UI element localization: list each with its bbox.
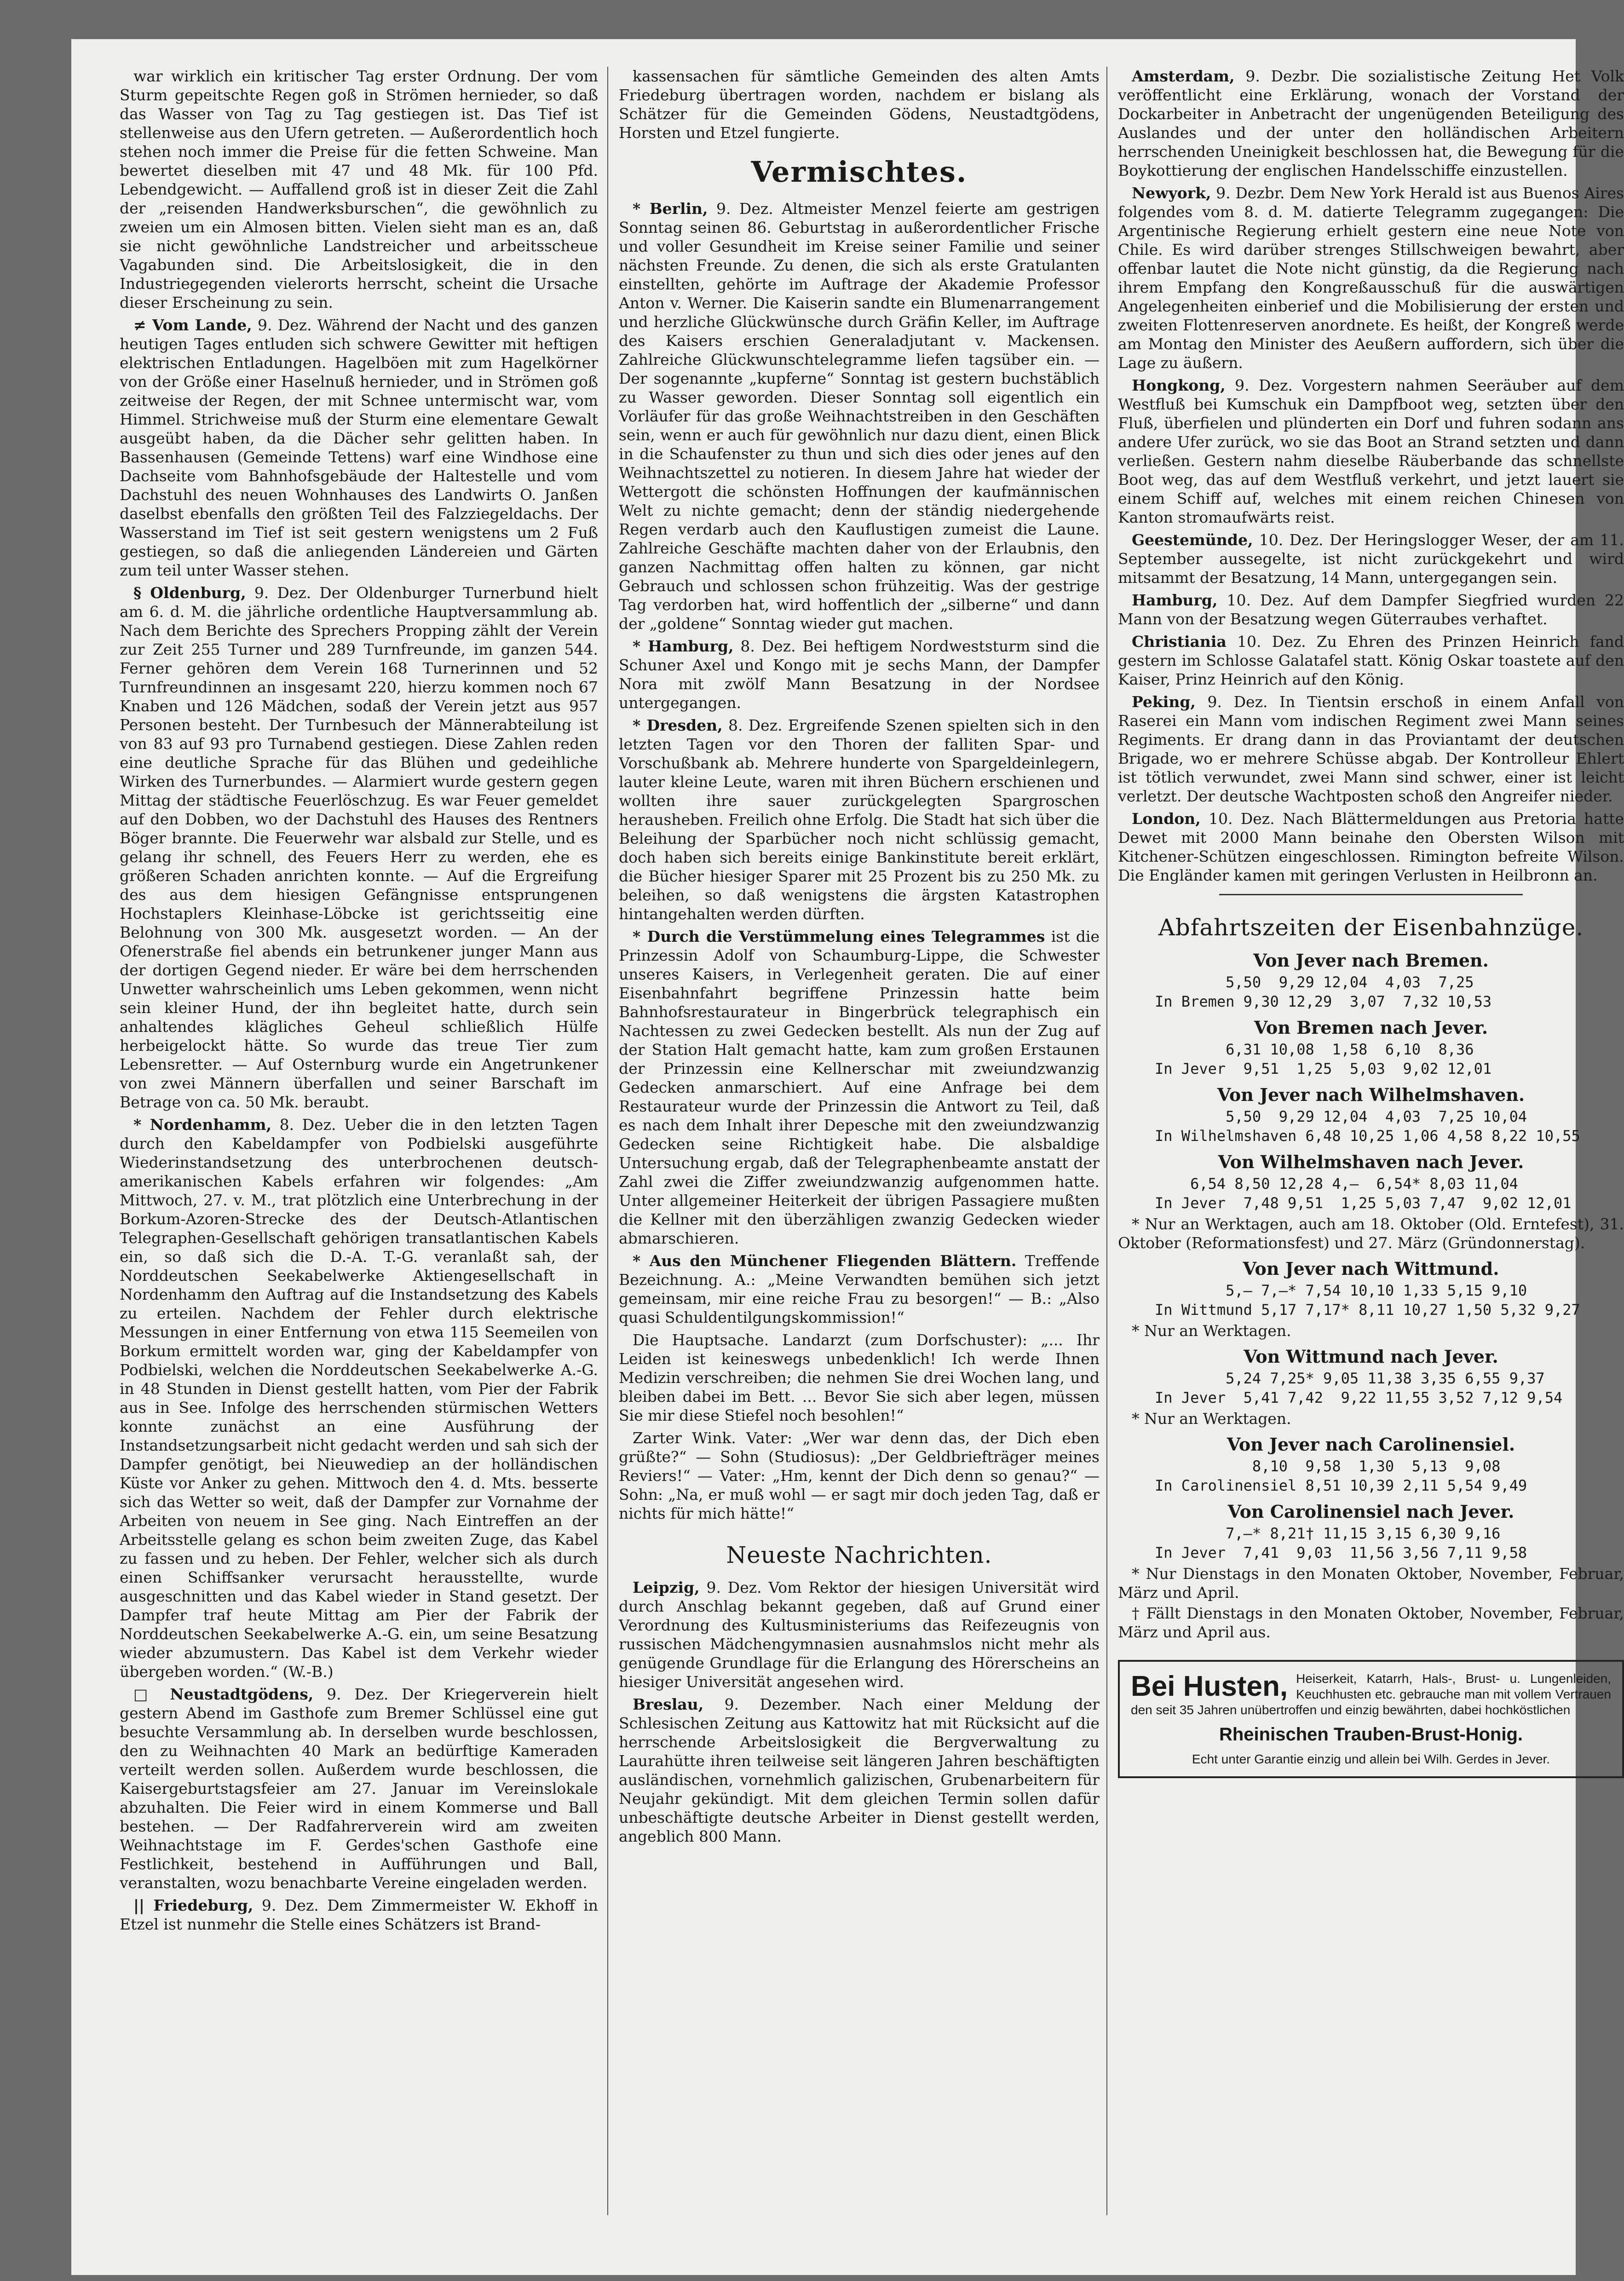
article (619, 927, 1100, 1248)
column-3 (1118, 67, 1624, 1778)
timetable-row: In Bremen 9,30 12,29 3,07 7,32 10,53 (1155, 993, 1492, 1010)
article-text: 8. Dez. Ueber die in den letzten Tagen durch den Kabeldampfer von Podbielski ausgeführte Wiederinstandsetzung des unterbrochenen deutsch-amerikanischen Kabels erfahren wir folgendes: „Am Mittwoch, 27. v. M., trat plötzlich eine Unterbrechung in der Borkum-Azoren-Strecke des der Deutsch-Atlantischen Telegraphen-Gesellschaft gehörigen transatlantischen Kabels ein, so daß sich die D.-A. T.-G. veranlaßt sah, der Norddeutschen Seekabelwerke Aktiengesellschaft in Nordenhamm den Auftrag auf die Instandsetzung des Kabels zu erteilen. Nachdem der Fehler durch elektrische Messungen in einer Entfernung von etwa 115 Seemeilen von Borkum ermittelt worden war, ging der Kabeldampfer von Podbielski, welchen die Norddeutschen Seekabelwerke A.-G. in 48 Stunden in Dienst gestellt hatten, vom Pier der Fabrik aus in See. Infolge des herrschenden stürmischen Wetters konnte zunächst an eine Ausführung der Instandsetzungsarbeit nicht gedacht werden und sah sich der Dampfer genötigt, bei Nieuwediep an der holländischen Küste vor Anker zu gehen. Mittwoch den 4. d. Mts. besserte sich das Wetter so weit, daß der Dampfer zur Vornahme der Arbeiten von neuem in See ging. Nach Eintreffen an der Arbeitsstelle gelang es schon beim zweiten Zuge, das Kabel zu fassen und zu heben. Der Fehler, welcher sich als durch einen Schiffsanker verursacht herausstellte, wurde ausgeschnitten und das Kabel wieder in Stand gesetzt. Der Dampfer traf heute Mittag am Pier der Fabrik der Norddeutschen Seekabelwerke A.-G. ein, um seine Besatzung wieder abzumustern. Das Kabel ist dem Verkehr wieder übergeben worden.“ (W.-B.) (120, 1116, 598, 1681)
column-divider (1106, 67, 1107, 2215)
timetable-note: † Fällt Dienstags in den Monaten Oktober, November, Februar, März und April aus. (1118, 1604, 1624, 1641)
article-dateline: Geestemünde, (1132, 531, 1253, 549)
timetable-route: Von Jever nach Wittmund. (1243, 1258, 1499, 1279)
article (619, 1695, 1100, 1846)
timetable-route: Von Wilhelmshaven nach Jever. (1218, 1152, 1524, 1172)
article (120, 583, 598, 1112)
article (120, 1896, 598, 1934)
article (619, 199, 1100, 633)
article (619, 1429, 1100, 1523)
article (1118, 809, 1624, 885)
article (619, 1251, 1100, 1327)
timetable-route: Von Wittmund nach Jever. (1244, 1346, 1498, 1367)
article-dateline: * Nordenhamm, (133, 1116, 272, 1134)
article (1118, 632, 1624, 689)
timetable-route: Von Jever nach Wilhelmshaven. (1217, 1084, 1525, 1105)
timetable-row: 5,24 7,25* 9,05 11,38 3,35 6,55 9,37 (1155, 1370, 1545, 1387)
timetable-row: 7,—* 8,21† 11,15 3,15 6,30 9,16 (1155, 1525, 1501, 1542)
timetable-route: Von Bremen nach Jever. (1254, 1017, 1488, 1038)
article-dateline: § Oldenburg, (133, 584, 246, 602)
timetable-note: * Nur an Werktagen, auch am 18. Oktober (Old. Erntefest), 31. Oktober (Reformationsfest) und 27. März (Gründonnerstag). (1118, 1215, 1624, 1252)
article-text: Die Hauptsache. Landarzt (zum Dorfschuster): „... Ihr Leiden ist keineswegs unbedenklich! Ich werde Ihnen Medizin verschreiben; die nehmen Sie drei Wochen lang, und bleiben dabei im Bett. ... Bevor Sie sich aber legen, müssen Sie mir diese Stiefel noch besohlen!“ (619, 1331, 1100, 1424)
timetable-route: Von Jever nach Carolinensiel. (1227, 1434, 1515, 1455)
railway-timetable (1118, 950, 1624, 1642)
timetable-row: In Jever 7,48 9,51 1,25 5,03 7,47 9,02 12,01 (1155, 1194, 1572, 1212)
timetable-row: In Wilhelmshaven 6,48 10,25 1,06 4,58 8,22 10,55 (1155, 1127, 1580, 1145)
column-2 (619, 67, 1100, 1849)
article (1118, 692, 1624, 806)
article-text: 9. Dez. In Tientsin erschoß in einem Anfall von Raserei ein Mann vom indischen Regiment zwei Mann seines Regiments. Er drang dann in das Proviantamt der deutschen Brigade, wo er mehrere Schüsse abgab. Der Kontrolleur Ehlert ist tötlich verwundet, zwei Mann sind schwer, einer ist leicht verletzt. Der deutsche Wachtposten schoß den Angreifer nieder. (1118, 693, 1624, 805)
ad-body: Heiserkeit, Katarrh, Hals-, Brust- u. Lungenleiden, Keuchhusten etc. gebrauche man mit vollem Vertrauen den seit 35 Jahren unübertroffen und einzig bewährten, dabei hochköstlichen (1131, 1671, 1611, 1717)
vermischtes-articles (619, 199, 1100, 1523)
article-text: Zarter Wink. Vater: „Wer war denn das, der Dich eben grüßte?“ — Sohn (Studiosus): „Der Geldbriefträger meines Reviers!“ — Vater: „Hm, kennt der Dich denn so genau?“ — Sohn: „Na, er muß wohl — er sagt mir doch jeden Tag, daß er nichts für mich hätte!“ (619, 1429, 1100, 1522)
article-dateline: Leipzig, (633, 1578, 700, 1596)
article-dateline: London, (1132, 810, 1201, 828)
article-continuation: kassensachen für sämtliche Gemeinden des alten Amts Friedeburg übertragen worden, nachdem er bislang als Schätzer für die Gemeinden Gödens, Neustadtgödens, Horsten und Etzel fungierte. (619, 67, 1100, 142)
article (1118, 376, 1624, 527)
advertisement (1118, 1660, 1624, 1778)
article (1118, 184, 1624, 372)
news-articles (1118, 67, 1624, 885)
timetable-title: Abfahrtszeiten der Eisenbahnzüge. (1158, 914, 1584, 941)
article (619, 637, 1100, 712)
article-text: 9. Dez. Dem Zimmermeister W. Ekhoff in Etzel ist nunmehr die Stelle eines Schätzers ist Brand- (120, 1896, 598, 1933)
article-text: 10. Dez. Nach Blättermeldungen aus Pretoria hatte Dewet mit 2000 Mann beinahe den Obersten Wilson mit Kitchener-Schützen eingeschlossen. Rimington befreite Wilson. Die Engländer kamen mit geringen Verlusten in Heilbronn an. (1118, 810, 1624, 884)
timetable-row: In Carolinensiel 8,51 10,39 2,11 5,54 9,49 (1155, 1477, 1527, 1494)
timetable-row: 8,10 9,58 1,30 5,13 9,08 (1155, 1457, 1501, 1475)
article-dateline: Peking, (1132, 693, 1196, 711)
timetable-row: 6,31 10,08 1,58 6,10 8,36 (1155, 1041, 1474, 1058)
article-text: 8. Dez. Ergreifende Szenen spielten sich in den letzten Tagen vor den Thoren der falliten Spar- und Vorschußbank ab. Mehrere hunderte von Spargeldeinlegern, lauter kleine Leute, waren mit ihren Büchern erschienen und wollten ihre sauer zurückgelegten Spargroschen herausheben. Freilich ohne Erfolg. Die Stadt hat sich über die Beleihung der Sparbücher noch nicht schlüssig gemacht, doch haben sich bereits einige Bankinstitute bereit erklärt, die Bücher hiesiger Sparer mit 25 Prozent bis zu 250 Mk. zu beleihen, so daß wenigstens die ärgsten Katastrophen hintangehalten werden dürften. (619, 716, 1100, 923)
article-dateline: * Aus den Münchener Fliegenden Blättern. (633, 1252, 1017, 1270)
article-text: 10. Dez. Auf dem Dampfer Siegfried wurden 22 Mann von der Besatzung wegen Güterraubes verhaftet. (1118, 591, 1624, 628)
timetable-note: * Nur Dienstags in den Monaten Oktober, November, Februar, März und April. (1118, 1565, 1624, 1601)
article-dateline: * Hamburg, (633, 637, 734, 655)
article (1118, 67, 1624, 180)
article-text: 9. Dezbr. Dem New York Herald ist aus Buenos Aires folgendes vom 8. d. M. datierte Telegramm zugegangen: Die Argentinische Regierung erhielt gestern eine neue Note von Chile. Es wird darüber strenges Stillschweigen bewahrt, aber offenbar lautet die Note nicht günstig, da die Regierung nach ihrem Empfang den Kongreßausschuß für die auswärtigen Angelegenheiten einberief und die Mobilisierung der ersten und zweiten Flottenreserven anordnete. Es heißt, der Kongreß werde am Montag den Minister des Aeußern auffordern, sich über die Lage zu äußern. (1118, 184, 1624, 372)
article-dateline: ≠ Vom Lande, (133, 316, 252, 334)
article-dateline: Newyork, (1132, 184, 1211, 202)
newspaper-page (71, 39, 1624, 2275)
timetable-row: In Jever 5,41 7,42 9,22 11,55 3,52 7,12 9,54 (1155, 1389, 1563, 1406)
ad-headline: Bei Husten, (1131, 1670, 1288, 1702)
timetable-note: * Nur an Werktagen. (1132, 1322, 1291, 1340)
article-dateline: Christiania (1132, 633, 1227, 651)
article-text: 9. Dez. Während der Nacht und des ganzen heutigen Tages entluden sich schwere Gewitter mit heftigen elektrischen Entladungen. Hagelböen mit zum Hagelkörner von der Größe einer Haselnuß hernieder, und in Strömen goß zeitweise der Regen, der mit Schnee untermischt war, vom Himmel. Strichweise muß der Sturm eine elementare Gewalt ausgeübt haben, da die Dächer sehr gelitten haben. In Bassenhausen (Gemeinde Tettens) warf eine Windhose eine Dachseite vom Bahnhofsgebäude der Haltestelle und vom Dachstuhl des neuen Wohnhauses des Landwirts O. Janßen daselbst ebenfalls den größten Teil des Falzziegeldachs. Der Wasserstand im Tief ist seit gestern wenigstens um 2 Fuß gestiegen, so daß die anliegenden Ländereien und Gärten zum teil unter Wasser stehen. (120, 316, 598, 579)
article (120, 1685, 598, 1892)
section-title-vermischtes: Vermischtes. (751, 155, 967, 189)
timetable-route: Von Carolinensiel nach Jever. (1227, 1501, 1515, 1522)
article-dateline: Breslau, (633, 1695, 704, 1713)
article-dateline: || Friedeburg, (133, 1896, 253, 1914)
article-dateline: Hamburg, (1132, 591, 1218, 609)
article-text: 9. Dez. Vom Rektor der hiesigen Universität wird durch Anschlag bekannt gegeben, daß auf Grund einer Verordnung des Kultusministeriums das Reifezeugnis von russischen Mädchengymnasien ausnahmslos nicht mehr als genügende Grundlage für die Erlangung des Hörerscheins an hiesiger Universität angesehen wird. (619, 1578, 1100, 1691)
article-text: Treffende Bezeichnung. A.: „Meine Verwandten bemühen sich jetzt gemeinsam, mir eine reiche Frau zu besorgen!“ — B.: „Also quasi Schuldentilgungskommission!“ (619, 1252, 1100, 1326)
article-dateline: Amsterdam, (1132, 67, 1235, 85)
article-text: war wirklich ein kritischer Tag erster Ordnung. Der vom Sturm gepeitschte Regen goß in Strömen hernieder, so daß das Wasser von Tag zu Tag gestiegen ist. Das Tief ist stellenweise aus den Ufern getreten. — Außerordentlich hoch stehen noch immer die Preise für die fetten Schweine. Man bewertet dieselben mit 47 und 48 Mk. für 100 Pfd. Lebendgewicht. — Auffallend groß ist in dieser Zeit die Zahl der „reisenden Handwerksburschen“, die gewöhnlich zu zweien um ein Almosen bitten. Vielen sieht man es an, daß sie nicht gewöhnliche Landstreicher und arbeitsscheue Vagabunden sind. Die Arbeitslosigkeit, die in den Industriegegenden vielerorts herrscht, scheint die Ursache dieser Erscheinung zu sein. (120, 67, 598, 311)
article-dateline: * Berlin, (633, 200, 708, 218)
article (619, 716, 1100, 923)
article (1118, 530, 1624, 587)
article-text: 9. Dez. Der Oldenburger Turnerbund hielt am 6. d. M. die jährliche ordentliche Hauptversammlung ab. Nach dem Berichte des Sprechers Propping zählt der Verein zur Zeit 255 Turner und 289 Turnfreunde, im ganzen 544. Ferner gehören dem Verein 168 Turnerinnen und 52 Turnfreundinnen an insgesamt 220, hierzu kommen noch 67 Knaben und 126 Mädchen, sodaß der Verein jetzt aus 957 Personen besteht. Der Turnbesuch der Männerabteilung ist von 83 auf 93 pro Turnabend gestiegen. Diese Zahlen reden eine deutliche Sprache für das Blühen und gedeihliche Wirken des Turnerbundes. — Alarmiert wurde gestern gegen Mittag der städtische Feuerlöschzug. Es war Feuer gemeldet auf den Dobben, wo der Dachstuhl des Hauses des Rentners Böger brannte. Die Feuerwehr war alsbald zur Stelle, und es gelang ihr schnell, des Feuers Herr zu werden, ehe es größeren Schaden anrichten konnte. — Auf die Ergreifung des aus dem hiesigen Gefängnisse entsprungenen Hochstaplers Kleinhase-Löbcke ist gerichtsseitig eine Belohnung von 300 Mk. ausgesetzt worden. — An der Ofenerstraße fiel abends ein betrunkener junger Mann aus der dortigen Gegend nieder. Er wäre bei dem herrschenden Unwetter wahrscheinlich ums Leben gekommen, wenn nicht sein kleiner Hund, der ihn begleitet hatte, durch sein anhaltendes klägliches Geheul schließlich Hülfe herbeigelockt hätte. So wurde das treue Tier zum Lebensretter. — Auf Osternburg wurde ein Angetrunkener von zwei Männern überfallen und seiner Barschaft im Betrage von ca. 50 Mk. beraubt. (120, 584, 598, 1111)
article-text: 10. Dez. Zu Ehren des Prinzen Heinrich fand gestern im Schlosse Galatafel statt. König Oskar toastete auf den Kaiser, Prinz Heinrich auf den König. (1118, 633, 1624, 688)
article-dateline: * Dresden, (633, 716, 723, 734)
timetable-row: In Jever 7,41 9,03 11,56 3,56 7,11 9,58 (1155, 1544, 1527, 1561)
section-divider (1219, 894, 1523, 895)
article (619, 1331, 1100, 1425)
article-text: ist die Prinzessin Adolf von Schaumburg-Lippe, die Schwester unseres Kaisers, in Verlegenheit geraten. Die auf einer Eisenbahnfahrt begriffene Prinzessin hatte beim Bahnhofsrestaurateur in Bingerbrück telegraphisch ein Nachtessen zu zwei Gedecken bestellt. Als nun der Zug auf der Station Halt gemacht hatte, kam zum großen Erstaunen der Prinzessin eine Kellnerschar mit zweiundzwanzig Gedecken anmarschiert. Auf eine Anfrage bei dem Restaurateur wurde der Prinzessin die Antwort zu Teil, daß es nach dem Inhalt ihrer Depesche mit den zweiundzwanzig Gedecken seine Richtigkeit habe. Die alsbaldige Untersuchung ergab, daß der Telegraphenbeamte anstatt der Zahl zwei die Ziffer zweiundzwanzig aufgenommen hatte. Unter allgemeiner Heiterkeit der übrigen Passagiere mußten die Kellner mit den überzähligen zwanzig Gedecken wieder abmarschieren. (619, 927, 1100, 1247)
article-text: 9. Dez. Vorgestern nahmen Seeräuber auf dem Westfluß bei Kumschuk ein Dampfboot weg, setzten über den Fluß, überfielen und plünderten ein Dorf und fuhren sodann ans andere Ufer zurück, wo sie das Boot an Strand setzten und dann verließen. Gestern nahm dieselbe Räuberbande das schnellste Boot weg, das auf dem Westfluß verkehrt, und jetzt lauert sie einem Schiff auf, welches mit einem reichen Chinesen von Kanton stromaufwärts reist. (1118, 376, 1624, 526)
timetable-row: In Wittmund 5,17 7,17* 8,11 10,27 1,50 5,32 9,27 (1155, 1301, 1580, 1319)
article-text: 10. Dez. Der Heringslogger Weser, der am 11. September aussegelte, ist nicht zurückgekehrt und wird mitsammt der Besatzung, 14 Mann, untergegangen sein. (1118, 531, 1624, 587)
article-text: 9. Dezbr. Die sozialistische Zeitung Het Volk veröffentlicht eine Erklärung, wonach der Vorstand der Dockarbeiter in Anbetracht der ungenügenden Beteiligung des Auslandes und der unter den holländischen Arbeitern herrschenden Uneinigkeit beschlossen hat, die Bewegung für die Boykottierung der englischen Handelsschiffe einzustellen. (1118, 67, 1624, 179)
article (120, 1115, 598, 1681)
article (619, 1578, 1100, 1691)
article-text: 9. Dez. Altmeister Menzel feierte am gestrigen Sonntag seinen 86. Geburtstag in außerordentlicher Frische und voller Gesundheit im Kreise seiner Familie und seiner nächsten Freunde. Zu denen, die sich als erste Gratulanten einstellten, gehörte im Auftrage der Akademie Professor Anton v. Werner. Die Kaiserin sandte ein Blumenarrangement und herzliche Glückwünsche durch Gräfin Keller, im Auftrage des Kaisers erschien Generaladjutant v. Mackensen. Zahlreiche Glückwunschtelegramme liefen tagsüber ein. — Der sogenannte „kupferne“ Sonntag ist gestern buchstäblich zu Wasser geworden. Dieser Sonntag soll eigentlich ein Vorläufer für das große Weihnachtstreiben in den Geschäften sein, wenn er auch für gewöhnlich nur dazu dient, einen Blick in die Schaufenster zu thun und sich dies oder jenes auf den Weihnachtszettel zu notieren. In diesem Jahre hat wieder der Wettergott die schönsten Hoffnungen der kaufmännischen Welt zu nichte gemacht; denn der ständig niedergehende Regen verdarb auch den Kauflustigen zumeist die Laune. Zahlreiche Geschäfte machten daher von der Erlaubnis, den ganzen Nachmittag offen halten zu können, gar nicht Gebrauch und schlossen schon frühzeitig. Was der gestrige Tag verdorben hat, wird hoffentlich der „silberne“ und dann der „goldene“ Sonntag wieder gut machen. (619, 200, 1100, 633)
section-title-neueste: Neueste Nachrichten. (726, 1542, 992, 1568)
article-text: 9. Dez. Der Kriegerverein hielt gestern Abend im Gasthofe zum Bremer Schlüssel eine gut besuchte Versammlung ab. In derselben wurde beschlossen, den zu Weihnachten 40 Mark an bedürftige Kameraden verteilt werden sollen. Außerdem wurde beschlossen, die Kaisergeburtstagsfeier am 27. Januar im Vereinslokale abzuhalten. Die Feier wird in einem Kommerse und Ball bestehen. — Der Radfahrerverein wird am zweiten Weihnachtstage im F. Gerdes'schen Gasthofe eine Festlichkeit, bestehend in Aufführungen und Ball, veranstalten, wozu benachbarte Vereine eingeladen werden. (120, 1685, 599, 1892)
timetable-row: 6,54 8,50 12,28 4,— 6,54* 8,03 11,04 (1155, 1175, 1518, 1192)
neueste-articles (619, 1578, 1100, 1846)
article-text: 9. Dezember. Nach einer Meldung der Schlesischen Zeitung aus Kattowitz hat mit Rücksicht auf die herrschende Arbeitslosigkeit die Bergverwaltung zu Laurahütte ihren teilweise seit längeren Jahren beschäftigten ausländischen, vornehmlich galizischen, Grubenarbeitern für Neujahr gekündigt. Mit dem gleichen Termin sollen dafür unbeschäftigte deutsche Arbeiter in Dienst gestellt werden, angeblich 800 Mann. (619, 1695, 1100, 1845)
column-divider (607, 67, 608, 2215)
timetable-note: * Nur an Werktagen. (1132, 1410, 1291, 1428)
article-text: 8. Dez. Bei heftigem Nordweststurm sind die Schuner Axel und Kongo mit je sechs Mann, der Dampfer Nora mit zwölf Mann Besatzung in der Nordsee untergegangen. (619, 637, 1100, 712)
article-dateline: □ Neustadtgödens, (133, 1685, 314, 1703)
ad-product: Rheinischen Trauben-Brust-Honig. (1219, 1724, 1523, 1745)
timetable-row: 5,50 9,29 12,04 4,03 7,25 10,04 (1155, 1108, 1527, 1125)
ad-footer: Echt unter Garantie einzig und allein bei Wilh. Gerdes in Jever. (1192, 1752, 1550, 1766)
article (120, 67, 598, 312)
timetable-route: Von Jever nach Bremen. (1253, 950, 1489, 971)
article (120, 316, 598, 580)
timetable-row: 5,— 7,—* 7,54 10,10 1,33 5,15 9,10 (1155, 1282, 1527, 1299)
article (1118, 591, 1624, 628)
timetable-row: 5,50 9,29 12,04 4,03 7,25 (1155, 973, 1474, 991)
column-1 (120, 67, 598, 1937)
article-dateline: * Durch die Verstümmelung eines Telegrammes (633, 927, 1045, 945)
article-dateline: Hongkong, (1132, 376, 1226, 394)
timetable-row: In Jever 9,51 1,25 5,03 9,02 12,01 (1155, 1060, 1492, 1077)
